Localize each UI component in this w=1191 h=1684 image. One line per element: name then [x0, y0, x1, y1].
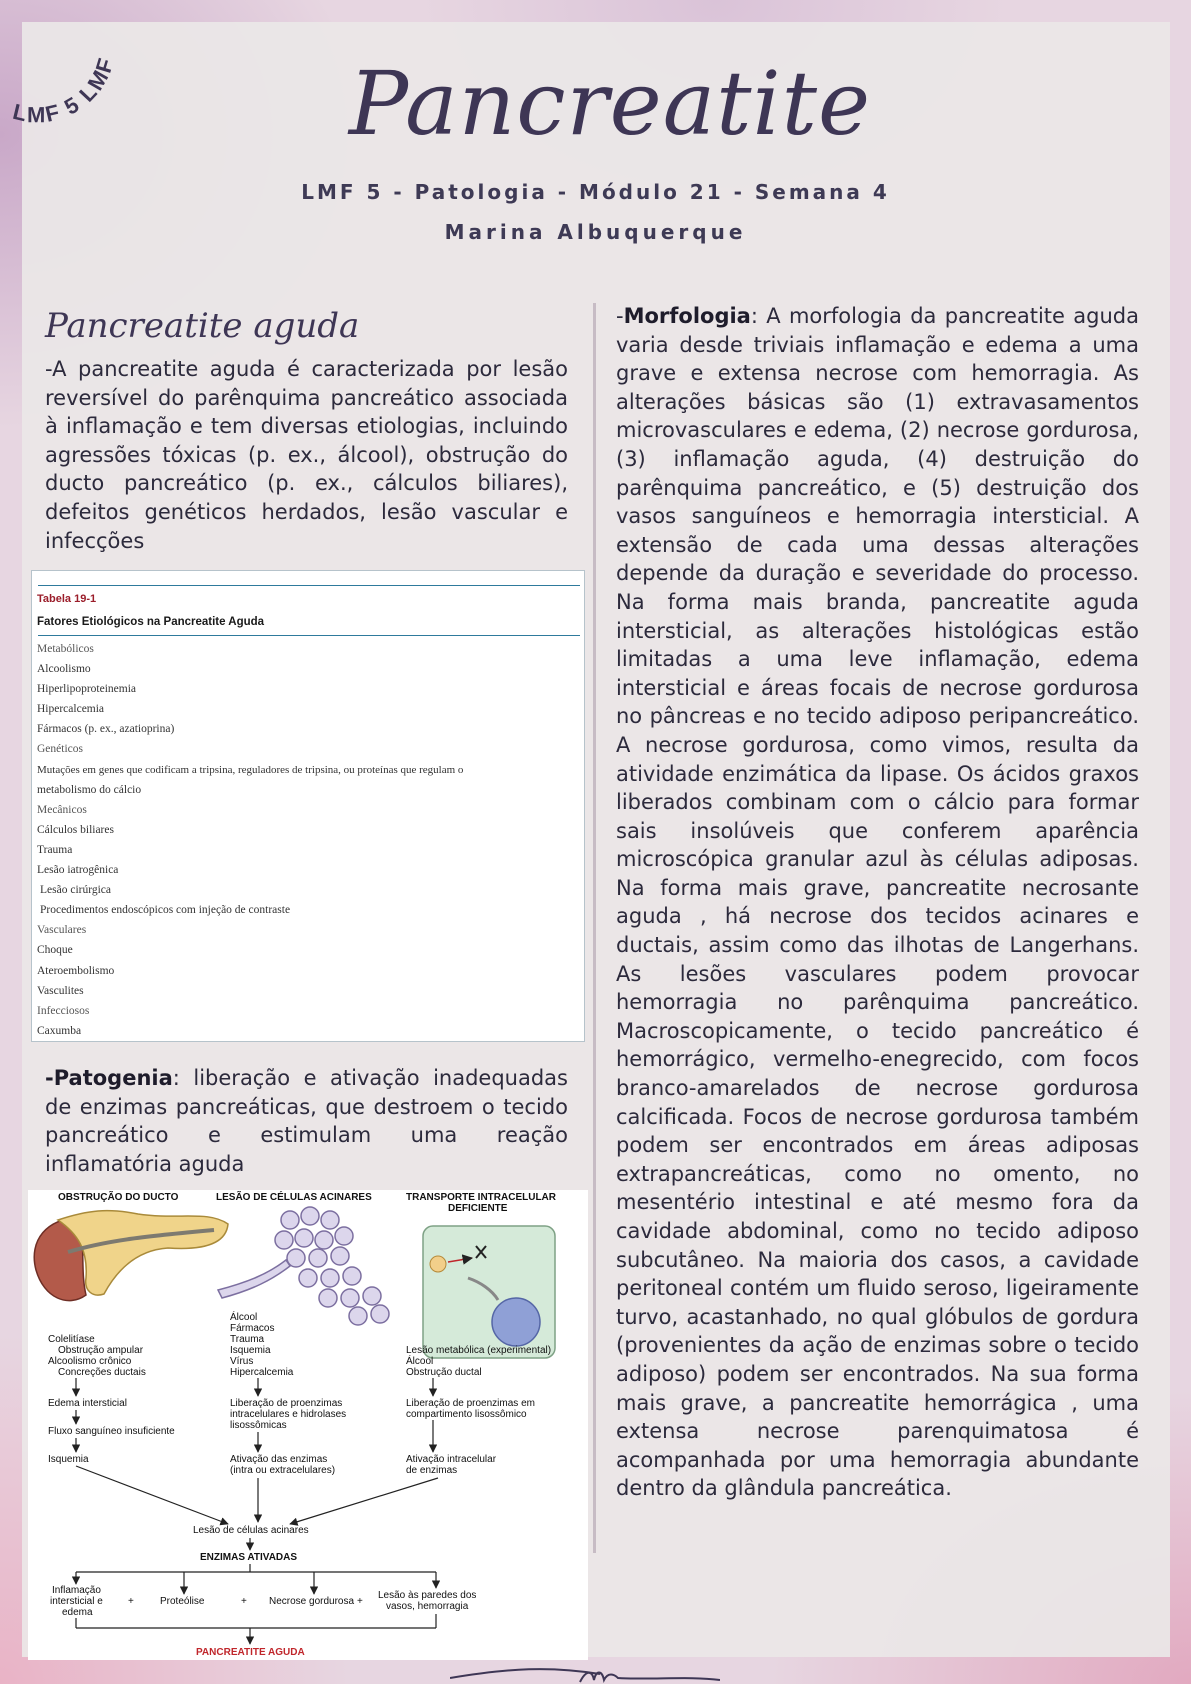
diagram-label: edema [62, 1607, 93, 1618]
diagram-label: ENZIMAS ATIVADAS [200, 1552, 298, 1563]
diagram-label: Lesão às paredes dos [378, 1590, 477, 1601]
diagram-label: Inflamação [52, 1585, 101, 1596]
diagram-label: intersticial e [50, 1596, 103, 1607]
diagram-label: Proteólise [160, 1596, 205, 1607]
diagram-label: Obstrução ductal [406, 1367, 482, 1378]
diagram-label: Liberação de proenzimas [230, 1398, 343, 1409]
pathogenesis-svg [28, 1190, 588, 1660]
diagram-label: lisossômicas [230, 1420, 287, 1431]
diagram-plus: + [128, 1596, 134, 1607]
cell-illustration [423, 1226, 555, 1358]
table-row: metabolismo do cálcio [37, 783, 142, 796]
morfologia-prefix: - [616, 304, 624, 328]
diagram-header-transporte: TRANSPORTE INTRACELULAR [406, 1192, 556, 1203]
patogenia-text: : liberação e ativação inadequadas de enzimas pancreáticas, que destroem o tecido pancreático e estimulam uma reação inflamatória aguda [45, 1066, 568, 1176]
diagram-label: compartimento lisossômico [406, 1409, 527, 1420]
table-row: Choque [37, 944, 73, 957]
patogenia-label: Patogenia [53, 1066, 173, 1090]
diagram-label: Isquemia [48, 1454, 89, 1465]
patogenia-paragraph [45, 1064, 568, 1178]
etiology-table [31, 570, 585, 1042]
table-row: Fármacos (p. ex., azatioprina) [37, 723, 175, 736]
table-row: Alcoolismo [37, 663, 91, 676]
diagram-label: Álcool [406, 1356, 434, 1367]
diagram-header-transporte-2: DEFICIENTE [448, 1203, 508, 1214]
morfologia-label: Morfologia [623, 304, 751, 328]
diagram-label: Lesão de células acinares [193, 1525, 309, 1536]
table-row: Procedimentos endoscópicos com injeção de contraste [40, 904, 291, 917]
diagram-label: Hipercalcemia [230, 1367, 294, 1378]
author-name: Marina Albuquerque [444, 220, 747, 244]
acinar-illustration [218, 1207, 389, 1325]
diagram-label: Fluxo sanguíneo insuficiente [48, 1426, 175, 1437]
table-top-rule [38, 585, 580, 586]
table-row: Trauma [37, 843, 73, 856]
diagram-label: Concreções ductais [58, 1367, 146, 1378]
table-caption: Tabela 19-1 [37, 593, 97, 605]
section-heading-pancreatite-aguda: Pancreatite aguda [45, 306, 360, 346]
table-row: Lesão cirúrgica [40, 884, 111, 897]
table-header-rule [38, 635, 580, 636]
table-row: Ateroembolismo [37, 964, 115, 977]
diagram-label: Fármacos [230, 1323, 275, 1334]
table-row: Lesão iatrogênica [37, 864, 119, 877]
table-row: Infecciosos [37, 1004, 90, 1017]
patogenia-prefix: - [45, 1066, 54, 1090]
table-rows [37, 639, 578, 1041]
diagram-label: Ativação das enzimas [230, 1454, 328, 1465]
diagram-plus: + [241, 1596, 247, 1607]
diagram-plus: + [357, 1596, 363, 1607]
table-row: Vasculares [37, 924, 87, 937]
pathogenesis-diagram [28, 1190, 588, 1660]
diagram-label: (intra ou extracelulares) [230, 1465, 336, 1476]
column-divider [593, 303, 596, 1553]
diagram-label: Álcool [230, 1312, 258, 1323]
morfologia-paragraph [616, 302, 1139, 1503]
table-row: Genéticos [37, 743, 83, 756]
diagram-label: Vírus [230, 1356, 254, 1367]
table-row: Vasculites [37, 984, 84, 997]
diagram-result: PANCREATITE AGUDA [196, 1647, 305, 1658]
diagram-label: Liberação de proenzimas em [406, 1398, 535, 1409]
diagram-label: intracelulares e hidrolases [230, 1409, 347, 1420]
diagram-label: Trauma [230, 1334, 265, 1345]
table-title: Fatores Etiológicos na Pancreatite Aguda [37, 616, 265, 628]
intro-paragraph: -A pancreatite aguda é caracterizada por lesão reversível do parênquima pancreático associada à inflamação e tem diversas etiologias, incluindo agressões tóxicas (p. ex., álcool), obstrução do ducto pancreático (p. ex., cálculos biliares), defeitos genéticos herdados, lesão vascular e infecções [45, 357, 568, 553]
diagram-label: vasos, hemorragia [386, 1601, 469, 1612]
pancreas-illustration [34, 1211, 228, 1301]
diagram-label: Edema intersticial [48, 1398, 127, 1409]
diagram-header-lesao-acinar: LESÃO DE CÉLULAS ACINARES [216, 1192, 372, 1203]
diagram-label: Lesão metabólica (experimental) [406, 1345, 552, 1356]
morfologia-text: : A morfologia da pancreatite aguda varia desde triviais inflamação e edema a uma grave e extensa necrose com hemorragia. As alterações básicas são (1) extravasamentos microvasculares e edema, (2) necrose gordurosa, (3) inflamação aguda, (4) destruição do parênquima pancreático, e (5) destruição dos vasos sanguíneos e hemorragia intersticial. A extensão de cada uma dessas alterações depende da duração e severidade do processo. Na forma mais branda, pancreatite aguda intersticial, as alterações histológicas estão limitadas a uma leve inflamação, edema intersticial e áreas focais de necrose gordurosa no pâncreas e no tecido adiposo peripancreático. A necrose gordurosa, como vimos, resulta da atividade enzimática da lipase. Os ácidos graxos liberados combinam com o cálcio para formar sais insolúveis que conferem aparência microscópica granular azul às células adiposas. Na forma mais grave, pancreatite necrosante aguda , há necrose dos tecidos acinares e ductais, assim como das ilhotas de Langerhans. As lesões vasculares podem provocar hemorragia no parênquima pancreático. Macroscopicamente, o tecido pancreático é hemorrágico, vermelho-enegrecido, com focos branco-amarelados de necrose gordurosa calcificada. Focos de necrose gordurosa também podem ser encontrados em áreas adiposas extrapancreáticas, como no omento, no mesentério intestinal e até mesmo fora da cavidade abdominal, como no tecido adiposo subcutâneo. Na maioria dos casos, a cavidade peritoneal contém um fluido seroso, ligeiramente turvo, acastanhado, no qual glóbulos de gordura (provenientes da ação de enzimas sobre o tecido adiposo) podem ser encontrados. Na sua forma mais grave, a pancreatite hemorrágica , uma extensa necrose parenquimatosa é acompanhada por uma hemorragia abundante dentro da glândula pancreática. [616, 304, 1139, 1501]
svg-text:LMF 5 LMF: LMF 5 LMF [10, 53, 119, 128]
diagram-label: Isquemia [230, 1345, 271, 1356]
diagram-label: de enzimas [406, 1465, 458, 1476]
diagram-label: Alcoolismo crônico [48, 1356, 132, 1367]
table-row: Caxumba [37, 1024, 82, 1037]
diagram-label: Obstrução ampular [58, 1345, 144, 1356]
diagram-header-obstrucao: OBSTRUÇÃO DO DUCTO [58, 1192, 179, 1203]
footer-ornament [450, 1660, 720, 1684]
table-row: Mutações em genes que codificam a tripsina, reguladores de tripsina, ou proteínas que regulam o [37, 763, 464, 776]
table-row: Mecânicos [37, 803, 87, 816]
table-row: Cálculos biliares [37, 823, 114, 836]
table-row: Hiperlipoproteinemia [37, 683, 136, 696]
diagram-label: Necrose gordurosa [269, 1596, 355, 1607]
lmf-badge [2, 10, 132, 130]
page-title: Pancreatite [348, 52, 872, 155]
diagram-label: Ativação intracelular [406, 1454, 497, 1465]
diagram-label: Colelitíase [48, 1334, 95, 1345]
page-subtitle: LMF 5 - Patologia - Módulo 21 - Semana 4 [301, 180, 890, 204]
table-row: Metabólicos [37, 643, 94, 655]
table-row: Hipercalcemia [37, 703, 105, 716]
